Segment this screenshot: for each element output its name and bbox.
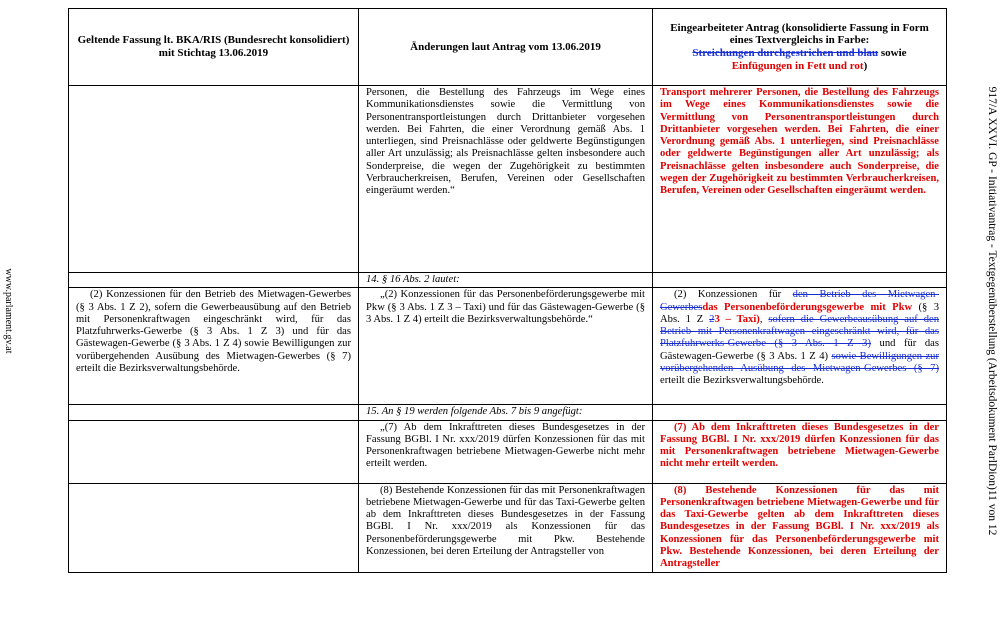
cell-change: „(2) Konzessionen für das Personenbeförderungsgewerbe mit Pkw (§ 3 Abs. 1 Z 3 – Taxi) und für das Gästewagen-Gewerbe (§ 3 Abs. 1 Z 4) erteilt die Bezirksverwaltungsbehörde.“ [359,288,653,405]
legend-strike: Streichungen durchgestrichen und blau [692,47,879,59]
legend-insert: Einfügungen in Fett und rot [731,59,864,72]
header-changes: Änderungen laut Antrag vom 13.06.2019 [359,9,653,86]
table-row [69,288,947,405]
amendment-heading: 14. § 16 Abs. 2 lautet: [359,273,653,288]
table-row [69,420,947,483]
margin-left-url: www.parlament.gv.at [3,268,14,354]
cell-current: (2) Konzessionen für den Betrieb des Mietwagen-Gewerbes (§ 3 Abs. 1 Z 2), sofern die Gewerbeausübung auf den Betrieb mit Personenkraftwagen eingeschränkt wird, für das Platzfuhrwerks-Gewerbe (§ 3 Abs. 1 Z 3) und für das Gästewagen-Gewerbe (§ 3 Abs. 1 Z 4) sowie Bewilligungen zur vorübergehenden Ausübung des Mietwagen-Gewerbes (§ 7) erteilt die Bezirksverwaltungsbehörde. [69,288,359,405]
comparison-table [68,8,947,573]
margin-right-docinfo: 917/A XXVI. GP - Initiativantrag - Textgegenüberstellung (Arbeitsdokument ParlDion)11 von 12 [986,86,998,536]
cell-incorporated: (8) Bestehende Konzessionen für das mit Personenkraftwagen betriebene Mietwagen-Gewerbe und für das Taxi-Gewerbe gelten ab dem Inkrafttreten dieses Bundesgesetzes in der Fassung BGBl. I Nr. xxx/2019 als Konzessionen für das Personenbeförderungsgewerbe mit Pkw. Bestehende Konzessionen, bei deren Erteilung der Antragsteller [653,483,947,572]
table-row-heading [69,405,947,420]
cell-incorporated: (2) Konzessionen für den Betrieb des Mietwagen-Gewerbesdas Personenbeförderungsgewerbe mit Pkw (§ 3 Abs. 1 Z 23 – Taxi), sofern die Gewerbeausübung auf den Betrieb mit Personenkraftwagen eingeschränkt wird, für das Platzfuhrwerks-Gewerbe (§ 3 Abs. 1 Z 3) und für das Gästewagen-Gewerbe (§ 3 Abs. 1 Z 4) sowie Bewilligungen zur vorübergehenden Ausübung des Mietwagen-Gewerbes (§ 7) erteilt die Bezirksverwaltungsbehörde. [653,288,947,405]
cell-change: (8) Bestehende Konzessionen für das mit Personenkraftwagen betriebene Mietwagen-Gewerbe und für das Taxi-Gewerbe gelten ab dem Inkrafttreten dieses Bundesgesetzes in der Fassung BGBl. I Nr. xxx/2019 als Konzessionen für das Personenbeförderungsgewerbe mit Pkw. Bestehende Konzessionen, bei deren Erteilung der Antragsteller von [359,483,653,572]
header-incorporated: Eingearbeiteter Antrag (konsolidierte Fassung in Form eines Textvergleichs in Farbe: Streichungen durchgestrichen und blau sowie Einfügungen in Fett und rot) [653,9,947,86]
cell-change: Personen, die Bestellung des Fahrzeugs im Wege eines Kommunikationsdienstes sowie die Vermittlung von Personentransportleistungen durch Drittanbieter vorgesehen werden. Bei Fahrten, die einer Verordnung gemäß Abs. 1 unterliegen, sind Preisnachlässe oder geldwerte Begünstigungen aller Art unzulässig; als Preisnachlässe gelten insbesondere auch Sonderpreise, die wegen der Zugehörigkeit zu bestimmten Verbraucherkreisen, Berufen, Vereinen oder Gesellschaften eingeräumt werden.“ [359,86,653,273]
cell-current [69,483,359,572]
cell-incorporated: Transport mehrerer Personen, die Bestellung des Fahrzeugs im Wege eines Kommunikationsdienstes sowie die Vermittlung von Personentransportleistungen durch Drittanbieter vorgesehen werden. Bei Fahrten, die einer Verordnung gemäß Abs. 1 unterliegen, sind Preisnachlässe oder geldwerte Begünstigungen aller Art unzulässig; als Preisnachlässe gelten insbesondere auch Sonderpreise, die wegen der Zugehörigkeit zu bestimmten Verbraucherkreisen, Berufen, Vereinen oder Gesellschaften eingeräumt werden. [653,86,947,273]
cell-current [69,420,359,483]
header-current-version: Geltende Fassung lt. BKA/RIS (Bundesrecht konsolidiert) mit Stichtag 13.06.2019 [69,9,359,86]
table-header-row [69,9,947,86]
amendment-heading: 15. An § 19 werden folgende Abs. 7 bis 9 angefügt: [359,405,653,420]
cell-current [69,86,359,273]
table-row [69,86,947,273]
table-row [69,483,947,572]
table-row-heading [69,273,947,288]
cell-incorporated: (7) Ab dem Inkrafttreten dieses Bundesgesetzes in der Fassung BGBl. I Nr. xxx/2019 dürfen Konzessionen für das mit Personenkraftwagen betriebene Mietwagen-Gewerbe nicht mehr erteilt werden. [653,420,947,483]
cell-change: „(7) Ab dem Inkrafttreten dieses Bundesgesetzes in der Fassung BGBl. I Nr. xxx/2019 dürfen Konzessionen für das mit Personenkraftwagen betriebene Mietwagen-Gewerbe nicht mehr erteilt werden. [359,420,653,483]
